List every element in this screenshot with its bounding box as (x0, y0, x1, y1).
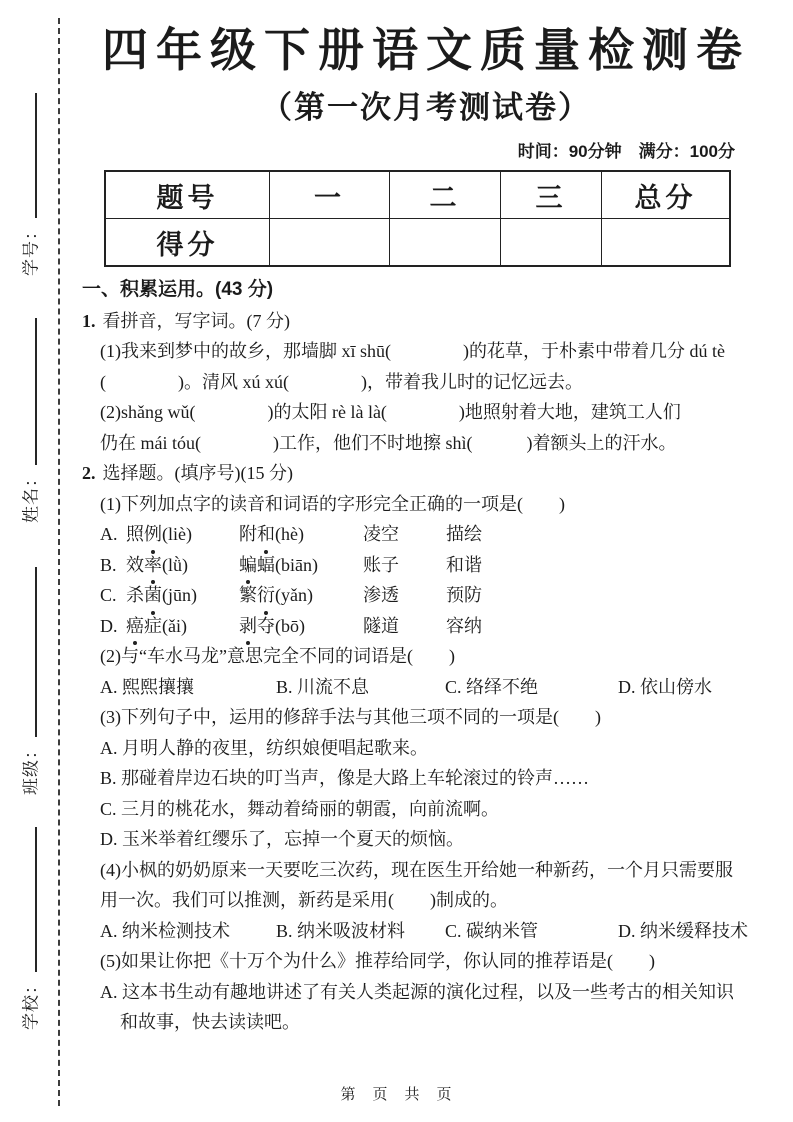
exam-title: 四年级下册语文质量检测卷 (102, 24, 750, 76)
option-item: B. 那碰着岸边石块的叮当声，像是大路上车轮滚过的铃声…… (100, 768, 590, 788)
question-line: ( )。清风 xú xú( )，带着我儿时的记忆远去。 (100, 371, 583, 392)
score-table-qnum-label: 题号 (105, 171, 270, 219)
question-2-5-stem: (5)如果让你把《十万个为什么》推荐给同学，你认同的推荐语是( ) (100, 951, 655, 971)
page-footer: 第 页 共 页 (340, 1086, 453, 1103)
student-info-fields (16, 78, 50, 1058)
field-class (16, 523, 42, 795)
option-letter: C. (100, 585, 117, 605)
question-line: (1)我来到梦中的故乡，那墙脚 xī shū( )的花草，于朴素中带着几分 dú tè (100, 341, 725, 361)
question-2-1-stem: (1)下列加点字的读音和词语的字形完全正确的一项是( ) (100, 493, 565, 514)
option-letter: D. (100, 615, 118, 636)
question-2-2-stem: (2)与“车水马龙”意思完全不同的词语是( ) (100, 646, 455, 666)
option-item: A. 纳米检测技术 (100, 920, 230, 941)
option-word: 隧道 (363, 615, 399, 636)
field-student-id-blank-line (16, 93, 37, 218)
option-word: 效率(lǜ) (126, 550, 239, 581)
option-word: 照例(liè) (126, 519, 239, 550)
question-2-3-stem: (3)下列句子中，运用的修辞手法与其他三项不同的一项是( ) (100, 707, 601, 727)
option-item-line-2: 和故事，快去读读吧。 (120, 1012, 300, 1032)
score-table-col-3: 三 (501, 171, 602, 219)
option-item: C. 三月的桃花水，舞动着绮丽的朝霞，向前流啊。 (100, 798, 500, 819)
field-name-blank-line (16, 318, 37, 465)
option-letter: B. (100, 554, 117, 575)
score-cell-blank (270, 219, 390, 267)
option-word: 剥夺(bō) (239, 611, 363, 642)
option-row (82, 916, 750, 947)
question-2-heading (82, 458, 750, 489)
question-1-heading (82, 306, 750, 337)
option-row-b (82, 550, 750, 581)
seal-dashed-line (58, 18, 60, 1106)
question-2-4-stem-line-1: (4)小枫的奶奶原来一天要吃三次药，现在医生开给她一种新药，一个月只需要服 (100, 859, 733, 880)
field-name-label: 姓名： (21, 469, 41, 523)
option-word: 繁衍(yǎn) (239, 580, 363, 611)
field-class-blank-line (16, 567, 37, 737)
question-2-4-stem-line-2: 用一次。我们可以推测，新药是采用( )制成的。 (100, 890, 508, 910)
field-school-label: 学校： (21, 976, 41, 1030)
field-school-blank-line (16, 827, 37, 972)
exam-meta: 时间：90分钟 满分：100分 (517, 142, 735, 161)
question-1-number: 1. (82, 310, 96, 331)
score-table-score-row (105, 219, 730, 267)
score-cell-blank (390, 219, 501, 267)
option-item: C. 络绎不绝 (445, 676, 539, 697)
option-row-a (82, 519, 750, 550)
option-item: B. 纳米吸波材料 (276, 920, 406, 941)
option-item-line-1: A. 这本书生动有趣地讲述了有关人类起源的演化过程，以及一些考古的相关知识 (100, 981, 734, 1002)
score-table (104, 170, 731, 267)
option-word: 账子 (363, 554, 399, 575)
question-1-title: 看拼音，写字词。(7 分) (102, 310, 290, 331)
option-word: 杀菌(jūn) (126, 580, 239, 611)
field-school (16, 795, 42, 1030)
option-item: B. 川流不息 (276, 676, 370, 697)
score-cell-blank (501, 219, 602, 267)
question-line: (2)shǎng wǔ( )的太阳 rè là là( )地照射着大地，建筑工人们 (100, 402, 681, 422)
option-word: 凌空 (363, 524, 399, 544)
section-1-heading: 一、积累运用。(43 分) (82, 279, 274, 300)
option-word: 蝙蝠(biān) (239, 550, 363, 581)
option-word: 预防 (446, 585, 482, 605)
score-table-score-label: 得分 (105, 219, 270, 267)
field-student-id-label: 学号： (21, 222, 41, 276)
question-2-title: 选择题。(填序号)(15 分) (102, 463, 293, 483)
option-item: D. 纳米缓释技术 (618, 920, 748, 941)
option-word: 和谐 (446, 554, 482, 575)
score-table-header-row (105, 171, 730, 219)
score-table-col-1: 一 (270, 171, 390, 219)
score-table-col-total: 总分 (602, 171, 731, 219)
field-name (16, 276, 42, 523)
score-table-col-2: 二 (390, 171, 501, 219)
option-item: D. 依山傍水 (618, 676, 712, 697)
option-row (82, 672, 750, 703)
option-word: 渗透 (363, 585, 399, 605)
option-item: C. 碳纳米管 (445, 920, 539, 941)
header (82, 24, 750, 127)
question-2-number: 2. (82, 463, 96, 483)
option-row-d (82, 611, 750, 642)
option-word: 容纳 (446, 615, 482, 636)
option-word: 描绘 (446, 524, 482, 544)
main-content (82, 0, 750, 1038)
option-letter: A. (100, 524, 118, 544)
question-content (82, 275, 750, 1038)
option-item: A. 月明人静的夜里，纺织娘便唱起歌来。 (100, 737, 428, 758)
field-class-label: 班级： (21, 741, 41, 795)
field-student-id (16, 93, 42, 276)
option-row-c (82, 580, 750, 611)
option-item: D. 玉米举着红缨乐了，忘掉一个夏天的烦恼。 (100, 829, 464, 849)
score-cell-blank (602, 219, 731, 267)
option-word: 附和(hè) (239, 519, 363, 550)
option-word: 癌症(ǎi) (126, 611, 239, 642)
exam-subtitle: （第一次月考测试卷） (261, 90, 591, 125)
option-item: A. 熙熙攘攘 (100, 676, 194, 697)
question-line: 仍在 mái tóu( )工作，他们不时地擦 shì( )着额头上的汗水。 (100, 432, 677, 453)
